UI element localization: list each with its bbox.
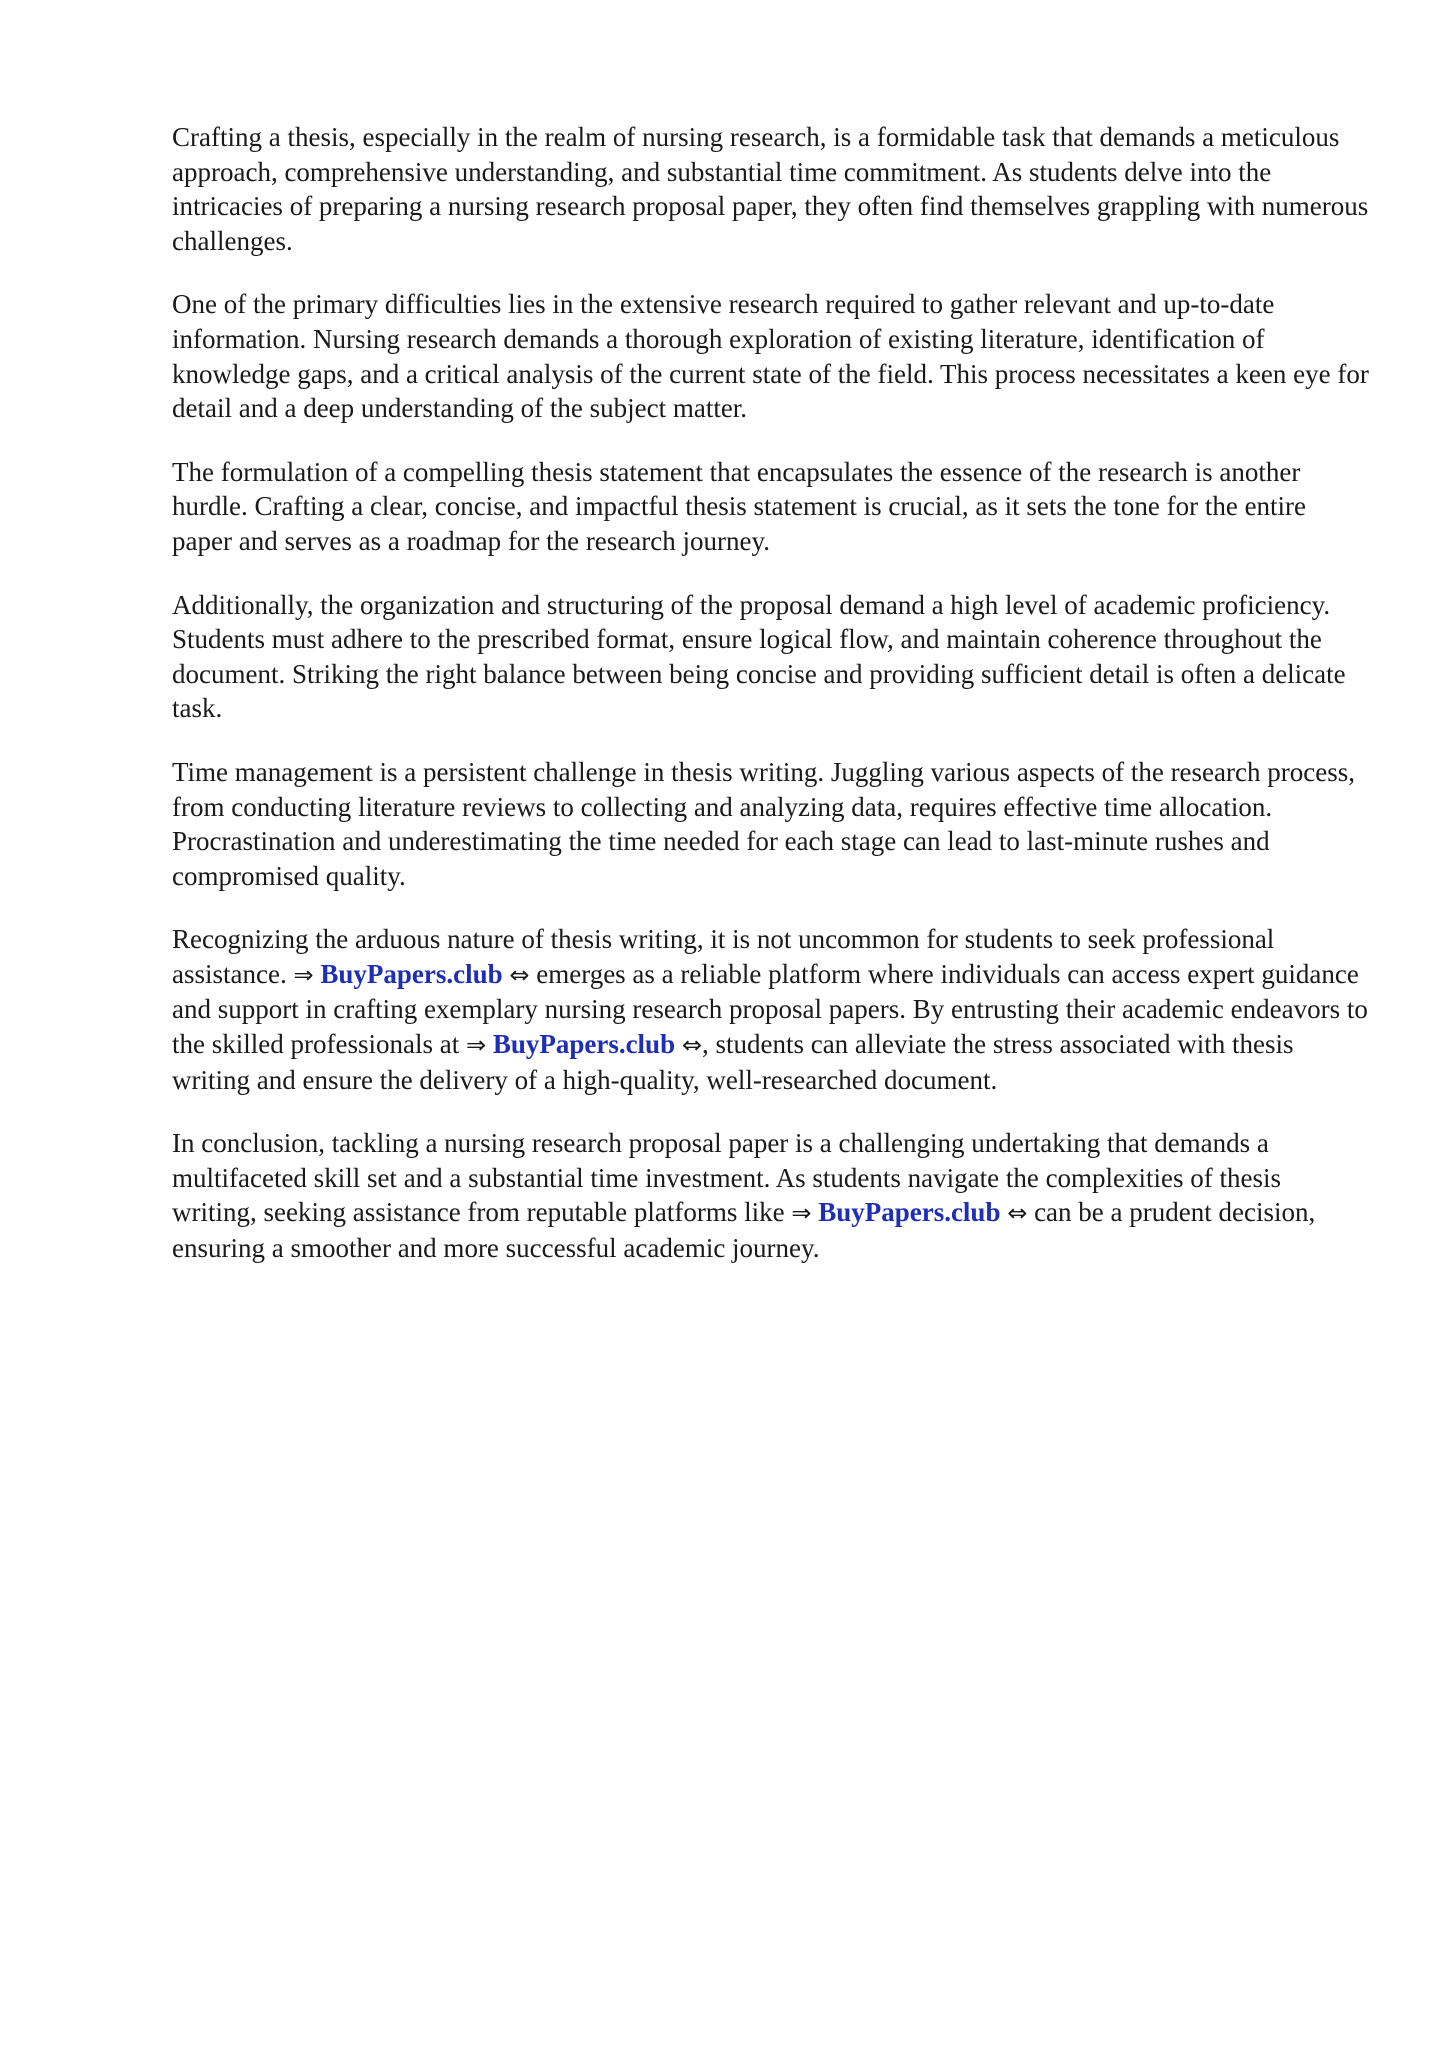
paragraph-assistance-text-c: , students can alleviate the stress associated with thesis writing and ensure the delivery of a high-quality, well-researched document. <box>172 1029 1294 1095</box>
paragraph-assistance-text-b: emerges as a reliable platform where individuals can access expert guidance and support in crafting exemplary nursing research proposal papers. By entrusting their academic endeavors to the skilled professionals at <box>172 958 1368 1060</box>
paragraph-time-management: Time management is a persistent challenge in thesis writing. Juggling various aspects of the research process, from conducting literature reviews to collecting and analyzing data, requires effective time allocation. Procrastination and underestimating the time needed for each stage can lead to last-minute rushes and compromised quality. <box>172 756 1355 891</box>
right-arrow-icon: ⇒ <box>293 960 314 989</box>
paragraph-conclusion-text-a: In conclusion, tackling a nursing research proposal paper is a challenging undertaking that demands a multifaceted skill set and a substantial time investment. As students navigate the complexities of thesis writing, seeking assistance from reputable platforms like <box>172 1128 1282 1228</box>
buypapers-link[interactable]: BuyPapers.club <box>320 958 503 989</box>
document-body <box>172 120 1372 1295</box>
right-arrow-icon: ⇒ <box>465 1031 487 1060</box>
paragraph-intro: Crafting a thesis, especially in the realm of nursing research, is a formidable task that demands a meticulous approach, comprehensive understanding, and substantial time commitment. As students delve into the intricacies of preparing a nursing research proposal paper, they often find themselves grappling with numerous challenges. <box>172 122 1369 256</box>
paragraph-conclusion-text-b: can be a prudent decision, ensuring a smoother and more successful academic journey. <box>172 1197 1316 1264</box>
paragraph-thesis-statement: The formulation of a compelling thesis statement that encapsulates the essence of the research is another hurdle. Crafting a clear, concise, and impactful thesis statement is crucial, as it sets the tone for the entire paper and serves as a roadmap for the research journey. <box>172 456 1307 556</box>
buypapers-link[interactable]: BuyPapers.club <box>818 1197 1001 1228</box>
paragraph-organization: Additionally, the organization and structuring of the proposal demand a high level of academic proficiency. Students must adhere to the prescribed format, ensure logical flow, and maintain coherence throughout the document. Striking the right balance between being concise and providing sufficient detail is often a delicate task. <box>172 589 1346 724</box>
paragraph-research-difficulty: One of the primary difficulties lies in the extensive research required to gather relevant and up-to-date information. Nursing research demands a thorough exploration of existing literature, identification of knowledge gaps, and a critical analysis of the current state of the field. This process necessitates a keen eye for detail and a deep understanding of the subject matter. <box>172 289 1369 424</box>
right-arrow-icon: ⇒ <box>791 1199 812 1228</box>
double-arrow-icon: ⇔ <box>509 960 530 989</box>
buypapers-link[interactable]: BuyPapers.club <box>492 1029 676 1060</box>
double-arrow-icon: ⇔ <box>1007 1199 1028 1228</box>
double-arrow-icon: ⇔ <box>681 1031 702 1060</box>
paragraph-conclusion <box>172 1126 1372 1265</box>
paragraph-assistance <box>172 922 1372 1097</box>
paragraph-assistance-text-a: Recognizing the arduous nature of thesis writing, it is not uncommon for students to seek professional assistance. <box>172 924 1275 989</box>
